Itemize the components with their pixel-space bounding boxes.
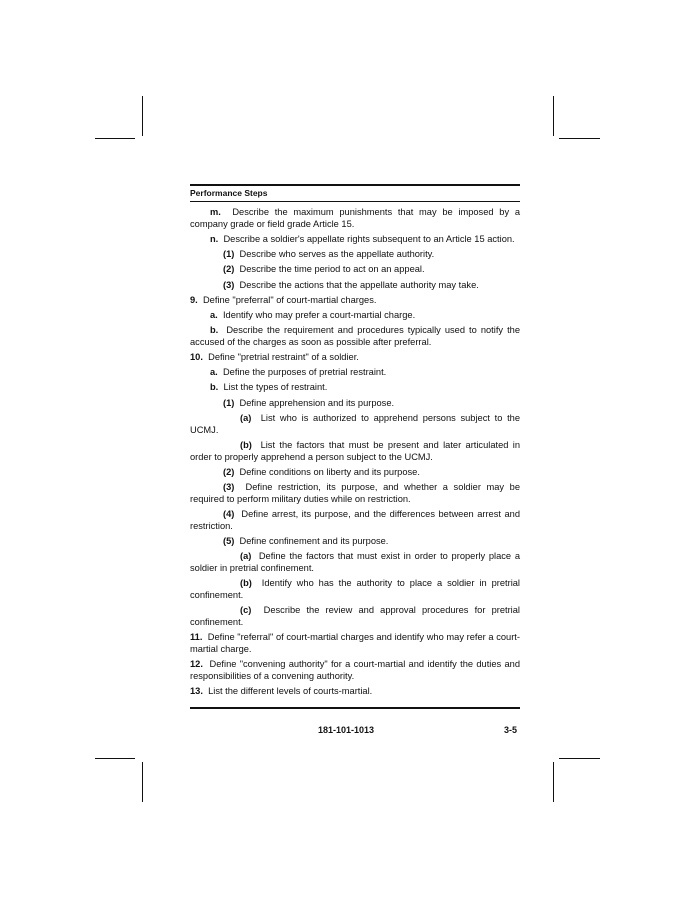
step-10b1b [190,440,520,464]
step-marker: 11. [190,632,203,643]
step-text: Define "pretrial restraint" of a soldier. [208,352,359,363]
crop-mark-bottom-right-horizontal [559,758,600,759]
step-marker: a. [210,309,218,320]
step-text: Identify who may prefer a court-martial charge. [222,309,416,320]
step-10b1 [190,398,520,410]
step-marker: (3) [223,482,235,492]
step-10b3 [190,482,520,506]
step-marker: (a) [240,551,252,562]
step-text: Describe the review and approval procedures for pretrial confinement. [190,605,520,627]
step-n1 [190,249,520,261]
step-10b [190,382,520,394]
step-marker: m. [210,207,221,217]
document-number: 181-101-1013 [318,725,375,735]
step-text: Describe who serves as the appellate authority. [239,249,435,260]
step-text: Identify who has the authority to place a soldier in pretrial confinement. [190,578,520,600]
crop-mark-bottom-right-vertical [553,762,554,802]
step-13 [190,686,520,698]
step-n3 [190,280,520,292]
step-text: Describe the requirement and procedures typically used to notify the accused of the charges as soon as possible after preferral. [190,325,521,347]
step-text: List the factors that must be present and later articulated in order to properly apprehend a person subject to the UCMJ. [190,439,520,462]
crop-mark-top-right-vertical [553,96,554,136]
step-marker: a. [210,367,218,378]
step-m [190,207,520,231]
step-text: List the different levels of courts-martial. [208,686,373,697]
step-text: Define "convening authority" for a court-martial and identify the duties and responsibilities of a convening authority. [190,659,520,681]
step-marker: (a) [240,412,252,423]
step-text: Define the factors that must exist in order to properly place a soldier in pretrial confinement. [190,551,520,573]
crop-mark-top-left-vertical [142,96,143,136]
step-10b5b [190,578,520,602]
header-bottom-rule [190,201,520,202]
step-10b2 [190,467,520,479]
step-marker: (5) [223,535,235,546]
crop-mark-bottom-left-horizontal [95,758,135,759]
step-marker: b. [210,325,219,336]
step-text: List the types of restraint. [223,382,328,393]
section-title: Performance Steps [190,188,268,198]
step-marker: n. [210,233,219,244]
step-9b [190,325,520,349]
step-n [190,234,520,246]
step-text: Define restriction, its purpose, and whether a soldier may be required to perform military duties while on restriction. [190,482,520,504]
step-marker: (b) [240,439,252,450]
step-marker: (1) [223,397,235,408]
step-10 [190,352,520,364]
step-marker: (b) [240,578,252,589]
step-marker: (4) [223,508,235,519]
crop-mark-top-left-horizontal [95,138,135,139]
step-text: Define arrest, its purpose, and the differences between arrest and restriction. [190,508,520,531]
step-text: Describe the actions that the appellate authority may take. [239,279,479,290]
crop-mark-bottom-left-vertical [142,762,143,802]
step-10b1a [190,413,520,437]
step-marker: 12. [190,659,203,670]
step-10a [190,367,520,379]
step-text: List who is authorized to apprehend persons subject to the UCMJ. [190,412,520,435]
step-text: Define "preferral" of court-martial charges. [202,294,377,305]
step-marker: (2) [223,466,235,477]
footer-top-rule [190,707,520,709]
step-marker: b. [210,382,219,393]
page-number: 3-5 [504,725,518,735]
crop-mark-top-right-horizontal [559,138,600,139]
step-marker: 9. [190,294,198,305]
step-text: Describe the time period to act on an appeal. [239,264,425,275]
step-text: Define conditions on liberty and its purpose. [239,466,420,477]
header-top-rule [190,184,520,186]
step-12 [190,659,520,683]
step-marker: (1) [223,249,235,260]
step-10b5a [190,551,520,575]
step-text: Describe a soldier's appellate rights subsequent to an Article 15 action. [223,233,515,244]
performance-steps-list [190,207,520,701]
step-marker: 10. [190,352,203,363]
step-11 [190,632,520,656]
step-text: Define apprehension and its purpose. [239,397,395,408]
step-n2 [190,264,520,276]
step-10b4 [190,509,520,533]
step-marker: (2) [223,264,235,275]
step-9a [190,310,520,322]
step-marker: (c) [240,605,252,616]
step-text: Define "referral" of court-martial charges and identify who may refer a court-martial charge. [190,632,520,654]
step-marker: 13. [190,686,203,697]
step-10b5c [190,605,520,629]
step-text: Define confinement and its purpose. [239,535,389,546]
step-10b5 [190,536,520,548]
step-text: Describe the maximum punishments that may be imposed by a company grade or field grade Article 15. [190,207,520,229]
step-9 [190,295,520,307]
step-text: Define the purposes of pretrial restraint. [222,367,387,378]
step-marker: (3) [223,279,235,290]
